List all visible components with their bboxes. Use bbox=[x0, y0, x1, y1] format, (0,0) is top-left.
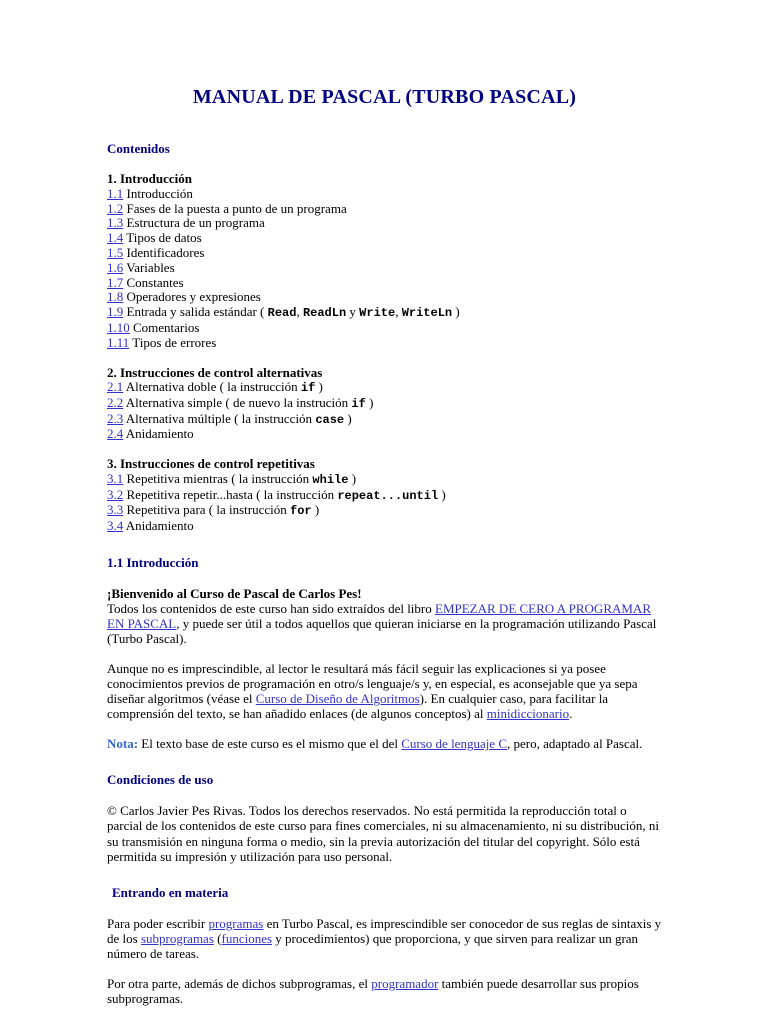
text-run: Identificadores bbox=[123, 245, 205, 260]
text-run: Aunque no es imprescindible, al lector le resultará más fácil seguir las explicaciones si ya posee conocimientos previos de programación en otro/s lenguaje/s y, en especial, es aconsejable que ya sepa diseñar algoritmos (véase el bbox=[107, 661, 638, 707]
toc-section-heading: 3. Instrucciones de control repetitivas bbox=[107, 456, 315, 472]
text-run: Introducción bbox=[123, 185, 193, 201]
toc-item bbox=[107, 519, 662, 534]
toc-link[interactable]: 1.7 bbox=[107, 274, 124, 290]
text-run: Repetitiva mientras ( la instrucción bbox=[123, 471, 313, 486]
toc-link[interactable]: 1.9 bbox=[107, 304, 124, 320]
toc-link[interactable]: 3.3 bbox=[107, 502, 124, 518]
text-run: ) bbox=[438, 486, 446, 502]
text-run: , pero, adaptado al Pascal. bbox=[507, 736, 643, 752]
toc-link[interactable]: 3.4 bbox=[107, 518, 124, 534]
code-keyword: ReadLn bbox=[302, 306, 347, 321]
text-run: Repetitiva repetir...hasta ( la instrucción bbox=[123, 486, 338, 502]
toc-link[interactable]: 2.1 bbox=[107, 379, 124, 395]
toc-section-heading: 1. Introducción bbox=[107, 170, 192, 186]
text-run: Comentarios bbox=[129, 319, 200, 335]
text-run: ). En cualquier caso, para facilitar la comprensión del texto, se han añadido enlaces (de algunos conceptos) al bbox=[107, 691, 609, 722]
code-keyword: while bbox=[312, 473, 349, 487]
text-run: también puede desarrollar sus propios subprogramas. bbox=[107, 975, 639, 1006]
toc-item bbox=[107, 290, 662, 305]
paragraph bbox=[107, 803, 662, 863]
section-heading: 1.1 Introducción bbox=[107, 554, 199, 570]
code-keyword: WriteLn bbox=[401, 306, 453, 321]
nota-label: Nota: bbox=[107, 736, 139, 752]
toc-item bbox=[107, 412, 662, 428]
text-run: y procedimientos) que proporciona, y que sirven para realizar un gran número de tareas. bbox=[107, 930, 639, 961]
text-run: y bbox=[346, 304, 360, 320]
text-run: Repetitiva para ( la instrucción bbox=[123, 502, 291, 518]
toc-item bbox=[107, 336, 662, 351]
toc-link[interactable]: 1.1 bbox=[107, 185, 124, 201]
toc-item bbox=[107, 396, 662, 412]
toc-item bbox=[107, 472, 662, 488]
section-heading: Condiciones de uso bbox=[107, 772, 214, 788]
text-link[interactable]: programador bbox=[371, 975, 439, 991]
toc-link[interactable]: 1.6 bbox=[107, 259, 124, 275]
bold-text: ¡Bienvenido al Curso de Pascal de Carlos Pes! bbox=[107, 585, 362, 601]
toc-link[interactable]: 2.4 bbox=[107, 426, 124, 442]
toc-section bbox=[107, 172, 662, 351]
toc-item bbox=[107, 380, 662, 396]
text-run: ) bbox=[344, 410, 352, 426]
toc-section bbox=[107, 366, 662, 443]
text-run: Por otra parte, además de dichos subprogramas, el bbox=[107, 975, 372, 991]
code-keyword: repeat...until bbox=[337, 488, 439, 503]
toc-item bbox=[107, 305, 662, 321]
toc-link[interactable]: 2.3 bbox=[107, 410, 124, 426]
text-run: ) bbox=[315, 379, 323, 395]
text-link[interactable]: programas bbox=[208, 915, 264, 931]
text-link[interactable]: subprogramas bbox=[140, 930, 214, 946]
toc-link[interactable]: 1.4 bbox=[107, 230, 124, 246]
toc-link[interactable]: 1.11 bbox=[107, 334, 130, 350]
contents-heading: Contenidos bbox=[107, 141, 170, 156]
text-run: ( bbox=[213, 930, 222, 946]
text-run: ) bbox=[452, 304, 460, 320]
text-run: Operadores y expresiones bbox=[123, 289, 261, 305]
text-run: Constantes bbox=[123, 274, 184, 290]
toc-item bbox=[107, 231, 662, 246]
toc-link[interactable]: 1.2 bbox=[107, 200, 124, 216]
toc-link[interactable]: 1.5 bbox=[107, 245, 124, 260]
text-run: ) bbox=[311, 502, 320, 518]
text-run: El texto base de este curso es el mismo que el del bbox=[138, 736, 402, 752]
text-run: ) bbox=[365, 395, 374, 411]
toc-item bbox=[107, 246, 662, 261]
code-keyword: Write bbox=[359, 306, 396, 321]
text-run: Entrada y salida estándar ( bbox=[123, 304, 268, 320]
code-keyword: if bbox=[300, 381, 316, 396]
text-run: . bbox=[569, 706, 573, 722]
text-run: Fases de la puesta a punto de un programa bbox=[123, 200, 347, 216]
text-link[interactable]: EMPEZAR DE CERO A PROGRAMAR EN PASCAL bbox=[107, 600, 651, 631]
text-run: Todos los contenidos de este curso han sido extraídos del libro bbox=[107, 600, 436, 616]
text-run: Tipos de datos bbox=[123, 230, 202, 246]
text-run: Anidamiento bbox=[123, 426, 194, 442]
toc-item bbox=[107, 216, 662, 231]
code-keyword: case bbox=[315, 412, 345, 427]
document-title: MANUAL DE PASCAL (TURBO PASCAL) bbox=[192, 86, 577, 108]
toc-item bbox=[107, 202, 662, 217]
text-run: en Turbo Pascal, es imprescindible ser conocedor de sus reglas de sintaxis y de los bbox=[107, 915, 662, 946]
toc-link[interactable]: 1.10 bbox=[107, 319, 130, 335]
toc-link[interactable]: 3.2 bbox=[107, 486, 124, 502]
article-body bbox=[107, 556, 662, 1006]
text-run: Alternativa múltiple ( la instrucción bbox=[123, 410, 316, 426]
toc-item bbox=[107, 321, 662, 336]
text-run: , bbox=[395, 304, 402, 320]
section-heading: Entrando en materia bbox=[112, 884, 229, 900]
toc-item bbox=[107, 427, 662, 442]
text-run: , y puede ser útil a todos aquellos que quieran iniciarse en la programación utilizando Pascal (Turbo Pascal). bbox=[107, 615, 657, 646]
text-run: Estructura de un programa bbox=[123, 215, 265, 231]
text-link[interactable]: Curso de lenguaje C bbox=[401, 736, 508, 752]
paragraph bbox=[107, 661, 662, 721]
paragraph bbox=[107, 736, 662, 751]
text-run: Para poder escribir bbox=[107, 915, 209, 931]
code-keyword: for bbox=[290, 504, 312, 519]
paragraph bbox=[107, 586, 662, 646]
toc-item bbox=[107, 261, 662, 276]
text-run: Alternativa simple ( de nuevo la instrución bbox=[123, 395, 352, 411]
paragraph bbox=[107, 976, 662, 1006]
toc-link[interactable]: 2.2 bbox=[107, 395, 124, 411]
toc-item bbox=[107, 503, 662, 519]
text-link[interactable]: minidiccionario bbox=[486, 706, 570, 722]
text-run: Variables bbox=[123, 259, 175, 275]
toc-link[interactable]: 1.3 bbox=[107, 215, 124, 231]
toc-link[interactable]: 1.8 bbox=[107, 289, 124, 305]
toc-item bbox=[107, 488, 662, 504]
text-run: , bbox=[296, 304, 303, 320]
toc-item bbox=[107, 187, 662, 202]
text-link[interactable]: funciones bbox=[221, 930, 273, 946]
toc bbox=[107, 172, 662, 534]
toc-link[interactable]: 3.1 bbox=[107, 471, 124, 486]
toc-section bbox=[107, 457, 662, 534]
text-run: ) bbox=[348, 471, 357, 486]
text-run: Alternativa doble ( la instrucción bbox=[123, 379, 301, 395]
code-keyword: if bbox=[351, 397, 366, 412]
text-link[interactable]: Curso de Diseño de Algoritmos bbox=[255, 691, 420, 707]
toc-section-heading: 2. Instrucciones de control alternativas bbox=[107, 364, 323, 380]
text-run: © Carlos Javier Pes Rivas. Todos los derechos reservados. No está permitida la reproducción total o parcial de los contenidos de este curso para fines comerciales, ni su almacenamiento, ni su distribución, ni su transmisión en ninguna forma o medio, sin la previa autorización del titular del copyright. Sólo está permitida su impresión y utilización para uso personal. bbox=[107, 803, 659, 864]
text-run: Tipos de errores bbox=[129, 334, 217, 350]
code-keyword: Read bbox=[267, 306, 297, 321]
paragraph bbox=[107, 916, 662, 961]
text-run: Anidamiento bbox=[123, 518, 194, 534]
toc-item bbox=[107, 276, 662, 291]
